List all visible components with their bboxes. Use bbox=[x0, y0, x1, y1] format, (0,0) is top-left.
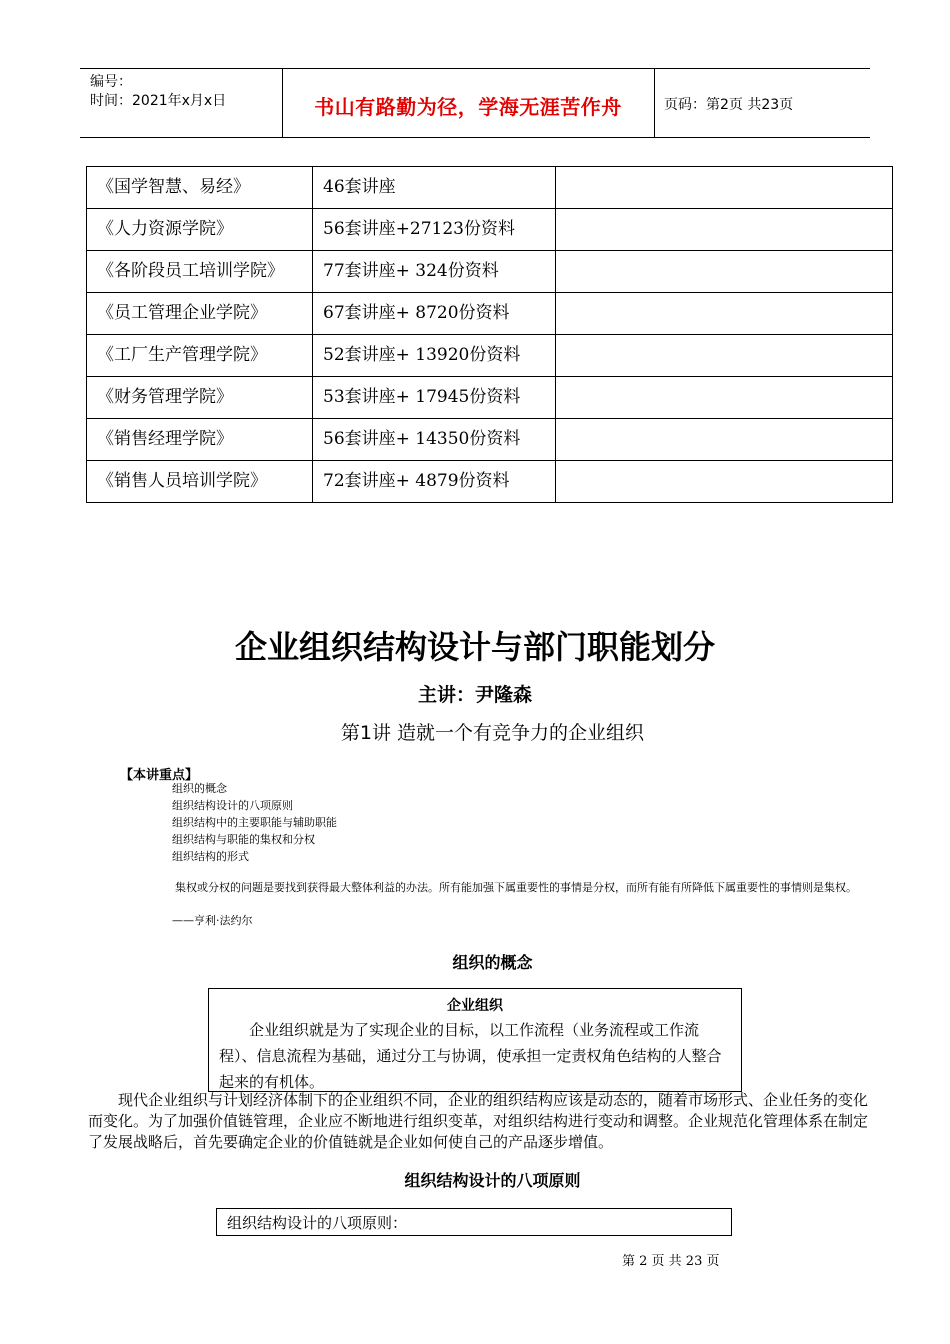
course-note-cell bbox=[556, 377, 893, 419]
course-name-cell: 《各阶段员工培训学院》 bbox=[87, 251, 313, 293]
course-name-cell: 《国学智慧、易经》 bbox=[87, 167, 313, 209]
header-meta bbox=[90, 73, 226, 111]
list-item: 组织的概念 bbox=[172, 782, 227, 795]
course-count-cell: 56套讲座+ 14350份资料 bbox=[313, 419, 556, 461]
definition-text: 企业组织就是为了实现企业的目标，以工作流程（业务流程或工作流程）、信息流程为基础，通过分工与协调，使承担一定责权角色结构的人整合起来的有机体。 bbox=[219, 1021, 722, 1091]
header-number-label: 编号： bbox=[90, 74, 132, 90]
course-note-cell bbox=[556, 251, 893, 293]
page-footer: 第 2 页 共 23 页 bbox=[622, 1254, 720, 1269]
course-note-cell bbox=[556, 335, 893, 377]
course-name-cell: 《财务管理学院》 bbox=[87, 377, 313, 419]
course-count-cell: 72套讲座+ 4879份资料 bbox=[313, 461, 556, 503]
course-note-cell bbox=[556, 293, 893, 335]
table-row bbox=[87, 461, 893, 503]
course-name-cell: 《销售经理学院》 bbox=[87, 419, 313, 461]
table-row bbox=[87, 293, 893, 335]
course-name-cell: 《销售人员培训学院》 bbox=[87, 461, 313, 503]
course-name-cell: 《工厂生产管理学院》 bbox=[87, 335, 313, 377]
definition-box bbox=[208, 988, 742, 1092]
key-points-label: 【本讲重点】 bbox=[120, 768, 199, 783]
list-item: 组织结构的形式 bbox=[172, 850, 249, 863]
lesson-heading: 第1讲 造就一个有竞争力的企业组织 bbox=[340, 722, 645, 744]
definition-title: 企业组织 bbox=[447, 998, 503, 1014]
course-count-cell: 56套讲座+27123份资料 bbox=[313, 209, 556, 251]
list-item: 组织结构中的主要职能与辅助职能 bbox=[172, 816, 337, 829]
quote-author: ——亨利·法约尔 bbox=[172, 914, 253, 927]
course-count-cell: 52套讲座+ 13920份资料 bbox=[313, 335, 556, 377]
document-title: 企业组织结构设计与部门职能划分 bbox=[234, 628, 715, 666]
lecturer-line: 主讲：尹隆森 bbox=[417, 684, 532, 706]
course-note-cell bbox=[556, 209, 893, 251]
course-name-cell: 《员工管理企业学院》 bbox=[87, 293, 313, 335]
table-row bbox=[87, 419, 893, 461]
course-count-cell: 46套讲座 bbox=[313, 167, 556, 209]
table-row bbox=[87, 251, 893, 293]
course-count-cell: 77套讲座+ 324份资料 bbox=[313, 251, 556, 293]
course-table bbox=[86, 166, 893, 503]
key-points-list bbox=[172, 780, 337, 865]
table-row bbox=[87, 209, 893, 251]
course-count-cell: 67套讲座+ 8720份资料 bbox=[313, 293, 556, 335]
course-note-cell bbox=[556, 419, 893, 461]
list-item: 组织结构与职能的集权和分权 bbox=[172, 833, 315, 846]
header-page-info: 页码：第2页 共23页 bbox=[664, 97, 794, 113]
table-row bbox=[87, 335, 893, 377]
header-motto: 书山有路勤为径，学海无涯苦作舟 bbox=[314, 95, 622, 119]
list-item: 组织结构设计的八项原则 bbox=[172, 799, 293, 812]
section-heading-concept: 组织的概念 bbox=[452, 953, 533, 972]
body-paragraph: 现代企业组织与计划经济体制下的企业组织不同，企业的组织结构应该是动态的，随着市场形式、企业任务的变化而变化。为了加强价值链管理，企业应不断地进行组织变革，对组织结构进行变动和调整。企业规范化管理体系在制定了发展战略后，首先要确定企业的价值链就是企业如何使自己的产品逐步增值。 bbox=[88, 1091, 869, 1151]
table-row bbox=[87, 167, 893, 209]
quote-text: 集权或分权的问题是要找到获得最大整体利益的办法。所有能加强下属重要性的事情是分权，而所有能有所降低下属重要性的事情则是集权。 bbox=[175, 881, 857, 894]
header-date: 时间：2021年x月x日 bbox=[90, 93, 227, 109]
course-note-cell bbox=[556, 167, 893, 209]
course-name-cell: 《人力资源学院》 bbox=[87, 209, 313, 251]
course-count-cell: 53套讲座+ 17945份资料 bbox=[313, 377, 556, 419]
header-divider-right bbox=[654, 69, 655, 137]
course-note-cell bbox=[556, 461, 893, 503]
section-heading-principles: 组织结构设计的八项原则 bbox=[404, 1171, 581, 1190]
page-header bbox=[80, 68, 870, 138]
principles-box: 组织结构设计的八项原则： bbox=[216, 1208, 732, 1236]
table-row bbox=[87, 377, 893, 419]
